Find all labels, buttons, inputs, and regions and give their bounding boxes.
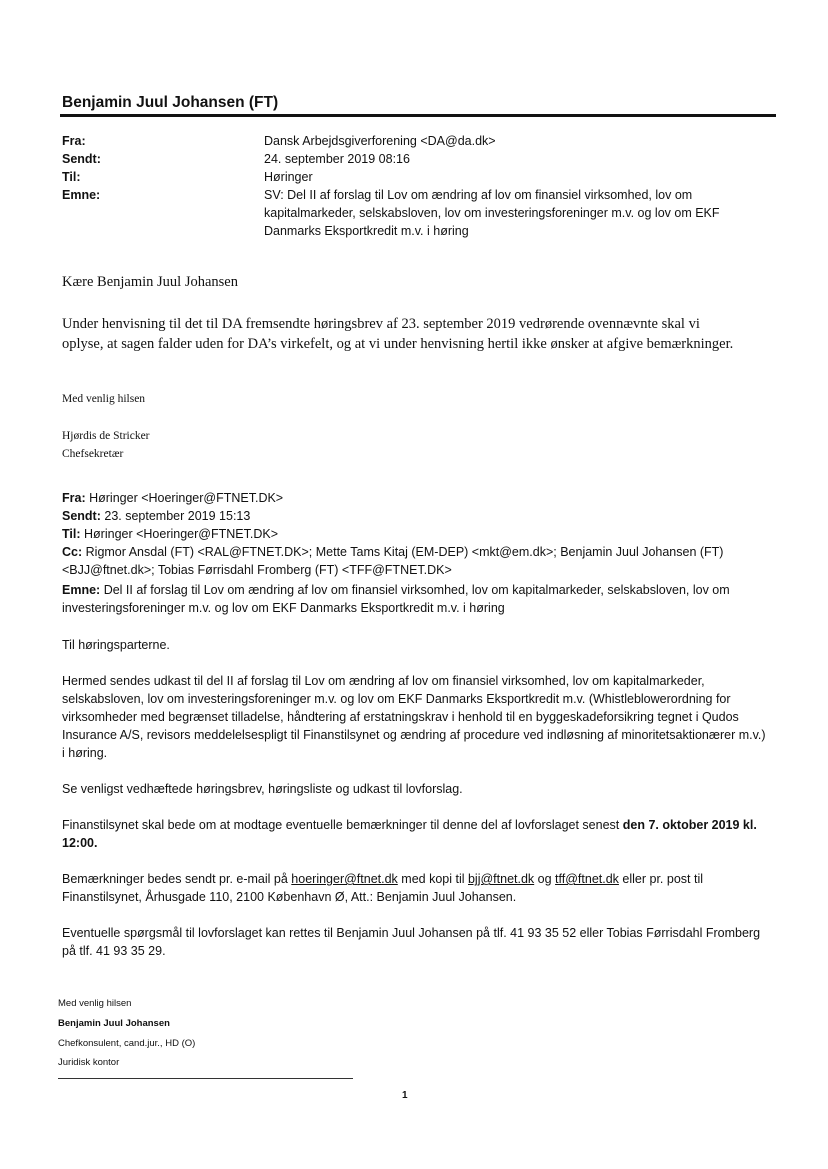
sent-label: Sendt: bbox=[62, 152, 101, 166]
signature-title: Chefkonsulent, cand.jur., HD (O) bbox=[58, 1038, 196, 1049]
page-number: 1 bbox=[402, 1090, 408, 1101]
original-para-2: Se venligst vedhæftede høringsbrev, høringsliste og udkast til lovforslag. bbox=[62, 782, 463, 796]
deadline-date: den 7. oktober 2019 kl. 12:00. bbox=[62, 818, 757, 850]
email-intro: Bemærkninger bedes sendt pr. e-mail på bbox=[62, 872, 292, 886]
footer-rule bbox=[58, 1078, 353, 1079]
deadline-text: Finanstilsynet skal bede om at modtage eventuelle bemærkninger til denne del af lovforslaget senest bbox=[62, 818, 623, 832]
document-title: Benjamin Juul Johansen (FT) bbox=[62, 94, 279, 111]
bjj-email-link[interactable]: bjj@ftnet.dk bbox=[467, 872, 535, 886]
email-copy-text: med kopi til bbox=[397, 872, 468, 886]
original-para-3 bbox=[62, 816, 768, 852]
original-subject-value: Del II af forslag til Lov om ændring af lov om finansiel virksomhed, lov om kapitalmarkeder, selskabsloven, lov om investeringsforeninger m.v. og lov om EKF Danmarks Eksportkredit m.v. i høring bbox=[62, 583, 730, 615]
reply-sender-title: Chefsekretær bbox=[62, 448, 124, 460]
original-from-value: Høringer <Hoeringer@FTNET.DK> bbox=[89, 491, 284, 505]
to-label: Til: bbox=[62, 170, 81, 184]
original-from-line bbox=[62, 489, 768, 507]
original-sent-value: 23. september 2019 15:13 bbox=[104, 509, 251, 523]
original-sent-label: Sendt: bbox=[62, 509, 101, 523]
original-cc-line bbox=[62, 543, 768, 579]
hoeringer-email-link[interactable]: hoeringer@ftnet.dk bbox=[291, 872, 398, 886]
sent-value: 24. september 2019 08:16 bbox=[264, 152, 410, 166]
original-from-label: Fra: bbox=[62, 491, 86, 505]
title-rule bbox=[60, 114, 776, 117]
reply-closing: Med venlig hilsen bbox=[62, 393, 146, 405]
original-salutation: Til høringsparterne. bbox=[62, 638, 170, 652]
from-label: Fra: bbox=[62, 134, 86, 148]
to-value: Høringer bbox=[264, 170, 313, 184]
postal-address-text: eller pr. post til Finanstilsynet, Århusgade 110, 2100 København Ø, Att.: Benjamin Juul Johansen. bbox=[62, 872, 704, 904]
subject-label: Emne: bbox=[62, 188, 101, 202]
subject-value: SV: Del II af forslag til Lov om ændring af lov om finansiel virksomhed, lov om kapitalmarkeder, selskabsloven, lov om investeringsforeninger m.v. og lov om EKF Danmarks Eksportkredit m.v. i høring bbox=[264, 188, 720, 238]
email-and-text: og bbox=[534, 872, 556, 886]
signature-department: Juridisk kontor bbox=[58, 1057, 120, 1068]
original-cc-value: Rigmor Ansdal (FT) <RAL@FTNET.DK>; Mette Tams Kitaj (EM-DEP) <mkt@em.dk>; Benjamin Juul Johansen (FT) <BJJ@ftnet.dk>; Tobias Førrisdahl Fromberg (FT) <TFF@FTNET.DK> bbox=[62, 545, 724, 577]
signature-closing: Med venlig hilsen bbox=[58, 998, 132, 1009]
reply-greeting: Kære Benjamin Juul Johansen bbox=[62, 274, 238, 290]
tff-email-link[interactable]: tff@ftnet.dk bbox=[555, 872, 619, 886]
original-para-5: Eventuelle spørgsmål til lovforslaget kan rettes til Benjamin Juul Johansen på tlf. 41 93 35 52 eller Tobias Førrisdahl Fromberg på tlf. 41 93 35 29. bbox=[62, 926, 761, 958]
original-cc-label: Cc: bbox=[62, 545, 83, 559]
original-para-4 bbox=[62, 870, 768, 906]
original-to-value: Høringer <Hoeringer@FTNET.DK> bbox=[84, 527, 279, 541]
from-value: Dansk Arbejdsgiverforening <DA@da.dk> bbox=[264, 134, 496, 148]
original-to-label: Til: bbox=[62, 527, 81, 541]
original-sent-line bbox=[62, 507, 768, 525]
original-para-1: Hermed sendes udkast til del II af forslag til Lov om ændring af lov om finansiel virksomhed, lov om kapitalmarkeder, selskabsloven, lov om investeringsforeninger m.v. og lov om EKF Danmarks Eksportkredit m.v. (Whistleblowerordning for virksomheder med begrænset tilladelse, håndtering af erstatningskrav i henhold til en byggeskadeforsikring tegnet i Qudos Insurance A/S, revisors meddelelsespligt til Finanstilsynet og ændring af procedure ved indløsning af minoritetsaktionærer m.v.) i høring. bbox=[62, 674, 766, 760]
original-to-line bbox=[62, 525, 768, 543]
original-subject-label: Emne: bbox=[62, 583, 101, 597]
reply-body: Under henvisning til det til DA fremsendte høringsbrev af 23. september 2019 vedrørende ovennævnte skal vi oplyse, at sagen falder uden for DA’s virkefelt, og at vi under henvisning hertil ikke ønsker at afgive bemærkninger. bbox=[62, 316, 734, 352]
reply-sender-name: Hjørdis de Stricker bbox=[62, 430, 150, 442]
signature-name: Benjamin Juul Johansen bbox=[58, 1018, 170, 1029]
original-subject-line bbox=[62, 581, 768, 617]
